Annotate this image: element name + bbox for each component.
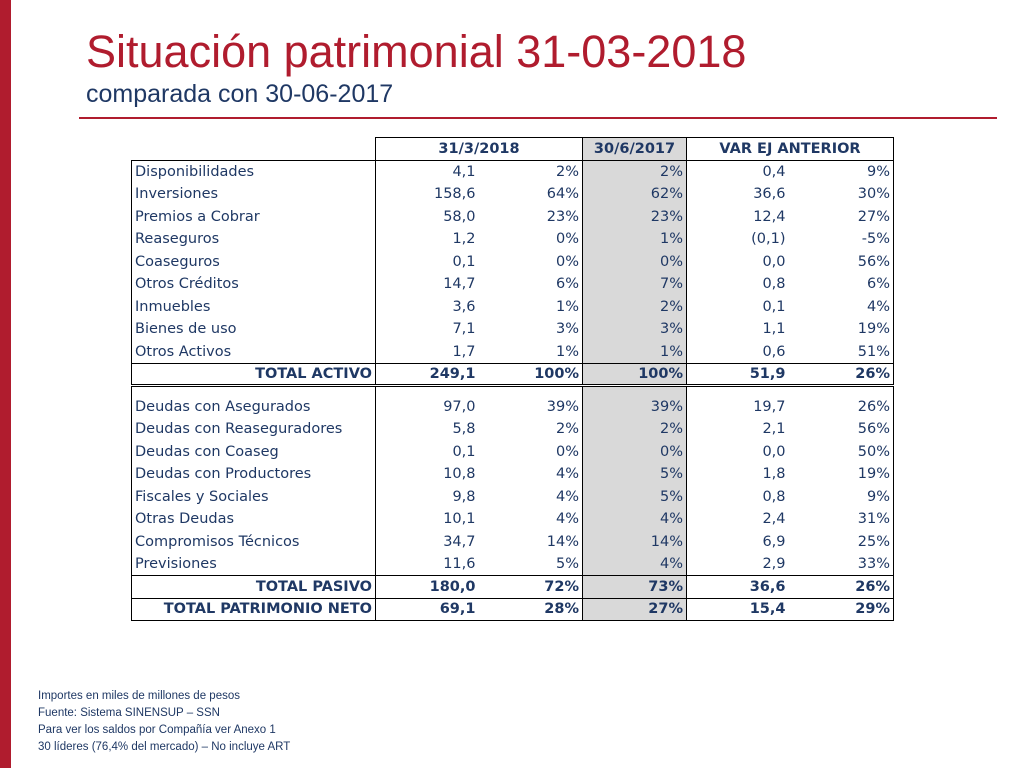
var-pct: 51% (789, 341, 894, 364)
row-label: TOTAL PATRIMONIO NETO (132, 598, 376, 621)
total-pasivo-row (132, 576, 894, 599)
pct-2018: 4% (479, 508, 583, 531)
footnote-units: Importes en miles de millones de pesos (38, 690, 240, 702)
value-2018: 4,1 (452, 164, 476, 180)
var-pct: 33% (789, 553, 894, 576)
table-row (132, 418, 894, 441)
side-accent-bar (0, 0, 11, 768)
pct-2017: 3% (583, 318, 687, 341)
row-label: Deudas con Coaseg (132, 441, 376, 464)
pct-2018: 5% (479, 553, 583, 576)
var-amount: 0,0 (762, 253, 786, 270)
pct-2017: 5% (583, 463, 687, 486)
pct-2018: 0% (479, 251, 583, 274)
row-label: Otros Créditos (132, 273, 376, 296)
total-activo-row (132, 363, 894, 386)
row-label: Reaseguros (132, 228, 376, 251)
var-pct: 26% (789, 396, 894, 419)
spacer-cell (479, 386, 583, 396)
header-variation: VAR EJ ANTERIOR (687, 138, 894, 161)
header-2018: 31/3/2018 (376, 138, 583, 161)
value-2018: 11,6 (443, 556, 476, 572)
var-amount: 36,6 (753, 186, 786, 203)
table-row (132, 508, 894, 531)
table-row (132, 531, 894, 554)
pct-2017: 62% (583, 183, 687, 206)
row-label: Inversiones (132, 183, 376, 206)
value-2018: 5,8 (452, 421, 476, 438)
row-label: Fiscales y Sociales (132, 486, 376, 509)
var-amount: 2,4 (762, 511, 786, 528)
value-2018: 3,6 (452, 298, 476, 315)
pct-2018: 72% (479, 576, 583, 599)
pct-2018: 28% (479, 598, 583, 621)
var-pct: 4% (789, 296, 894, 319)
row-label: Deudas con Reaseguradores (132, 418, 376, 441)
table-row (132, 341, 894, 364)
spacer-cell (583, 386, 687, 396)
pct-2018: 1% (479, 296, 583, 319)
var-pct: 56% (789, 251, 894, 274)
var-amount: 6,9 (762, 533, 786, 550)
pct-2017: 4% (583, 553, 687, 576)
table-row (132, 463, 894, 486)
table-row (132, 318, 894, 341)
row-label: Inmuebles (132, 296, 376, 319)
pct-2017: 100% (583, 363, 687, 386)
var-pct: 26% (789, 576, 894, 599)
spacer-row (132, 386, 894, 396)
value-2018: 69,1 (376, 598, 479, 621)
pct-2017: 73% (583, 576, 687, 599)
value-2018: 9,8 (452, 488, 476, 505)
var-pct: 9% (789, 486, 894, 509)
table-row (132, 296, 894, 319)
var-pct: 27% (789, 206, 894, 229)
table-row (132, 161, 894, 184)
pct-2017: 1% (583, 228, 687, 251)
row-label: Otros Activos (132, 341, 376, 364)
value-2018: 249,1 (376, 363, 479, 386)
var-amount: 36,6 (687, 576, 789, 599)
var-amount: 0,6 (762, 343, 786, 360)
table-row (132, 251, 894, 274)
spacer-cell (789, 386, 894, 396)
header-blank (132, 138, 376, 161)
var-pct: 26% (789, 363, 894, 386)
title-divider (79, 117, 997, 119)
var-amount: 2,9 (762, 556, 786, 572)
pct-2018: 2% (479, 418, 583, 441)
value-2018: 10,1 (443, 511, 476, 528)
table-row (132, 206, 894, 229)
var-amount: 12,4 (753, 208, 786, 225)
pct-2017: 5% (583, 486, 687, 509)
pct-2017: 0% (583, 251, 687, 274)
var-amount: 0,8 (762, 488, 786, 505)
var-amount: 1,1 (762, 321, 786, 338)
row-label: Deudas con Productores (132, 463, 376, 486)
pct-2018: 100% (479, 363, 583, 386)
pct-2018: 0% (479, 228, 583, 251)
var-pct: 31% (789, 508, 894, 531)
slide-subtitle: comparada con 30-06-2017 (86, 80, 394, 108)
table-row (132, 553, 894, 576)
value-2018: 34,7 (443, 533, 476, 550)
row-label: Disponibilidades (132, 161, 376, 184)
pct-2018: 64% (479, 183, 583, 206)
var-amount: 1,8 (762, 466, 786, 483)
var-amount: 0,8 (762, 276, 786, 293)
pct-2017: 39% (583, 396, 687, 419)
total-patrimonio-row (132, 598, 894, 621)
pct-2018: 23% (479, 206, 583, 229)
pct-2018: 4% (479, 486, 583, 509)
table-row (132, 183, 894, 206)
pct-2018: 39% (479, 396, 583, 419)
table-row (132, 441, 894, 464)
pct-2018: 0% (479, 441, 583, 464)
var-amount: 2,1 (762, 421, 786, 438)
spacer-cell (376, 386, 479, 396)
pct-2018: 2% (479, 161, 583, 184)
value-2018: 10,8 (443, 466, 476, 483)
value-2018: 0,1 (452, 253, 476, 270)
footnote-coverage: 30 líderes (76,4% del mercado) – No incluye ART (38, 741, 291, 753)
var-pct: 25% (789, 531, 894, 554)
table-header-row (132, 138, 894, 161)
footnote-annex: Para ver los saldos por Compañía ver Anexo 1 (38, 724, 276, 736)
pct-2018: 6% (479, 273, 583, 296)
var-amount: 0,1 (762, 298, 786, 315)
value-2018: 58,0 (443, 208, 476, 225)
pct-2017: 27% (583, 598, 687, 621)
row-label: TOTAL PASIVO (132, 576, 376, 599)
pct-2017: 23% (583, 206, 687, 229)
var-pct: 56% (789, 418, 894, 441)
pct-2017: 2% (583, 296, 687, 319)
value-2018: 1,2 (452, 231, 476, 248)
row-label: Otras Deudas (132, 508, 376, 531)
var-pct: 50% (789, 441, 894, 464)
pct-2018: 4% (479, 463, 583, 486)
row-label: Premios a Cobrar (132, 206, 376, 229)
value-2018: 7,1 (452, 321, 476, 338)
table-row (132, 396, 894, 419)
spacer-cell (687, 386, 789, 396)
var-pct: 19% (789, 318, 894, 341)
slide-title: Situación patrimonial 31-03-2018 (86, 26, 747, 77)
pct-2018: 3% (479, 318, 583, 341)
pct-2017: 1% (583, 341, 687, 364)
header-2017: 30/6/2017 (583, 138, 687, 161)
value-2018: 1,7 (452, 343, 476, 360)
value-2018: 158,6 (433, 186, 476, 203)
var-pct: 30% (789, 183, 894, 206)
var-amount: 51,9 (687, 363, 789, 386)
table-body (132, 161, 894, 621)
pct-2017: 2% (583, 161, 687, 184)
value-2018: 14,7 (443, 276, 476, 293)
row-label: Coaseguros (132, 251, 376, 274)
var-amount: 0,4 (762, 164, 786, 180)
footnotes (38, 688, 290, 756)
var-amount: 19,7 (753, 398, 786, 415)
row-label: Compromisos Técnicos (132, 531, 376, 554)
var-pct: 6% (789, 273, 894, 296)
value-2018: 97,0 (443, 398, 476, 415)
var-pct: 19% (789, 463, 894, 486)
row-label: Previsiones (132, 553, 376, 576)
var-pct: -5% (789, 228, 894, 251)
row-label: TOTAL ACTIVO (132, 363, 376, 386)
pct-2018: 1% (479, 341, 583, 364)
table-row (132, 486, 894, 509)
var-amount: 0,0 (762, 443, 786, 460)
row-label: Bienes de uso (132, 318, 376, 341)
footnote-source: Fuente: Sistema SINENSUP – SSN (38, 707, 220, 719)
pct-2018: 14% (479, 531, 583, 554)
var-pct: 9% (789, 161, 894, 184)
pct-2017: 2% (583, 418, 687, 441)
pct-2017: 14% (583, 531, 687, 554)
balance-table (131, 137, 894, 621)
table-row (132, 228, 894, 251)
pct-2017: 4% (583, 508, 687, 531)
pct-2017: 0% (583, 441, 687, 464)
var-amount: (0,1) (751, 231, 786, 248)
table-row (132, 273, 894, 296)
value-2018: 0,1 (452, 443, 476, 460)
value-2018: 180,0 (376, 576, 479, 599)
pct-2017: 7% (583, 273, 687, 296)
var-amount: 15,4 (687, 598, 789, 621)
spacer-cell (132, 386, 376, 396)
row-label: Deudas con Asegurados (132, 396, 376, 419)
var-pct: 29% (789, 598, 894, 621)
